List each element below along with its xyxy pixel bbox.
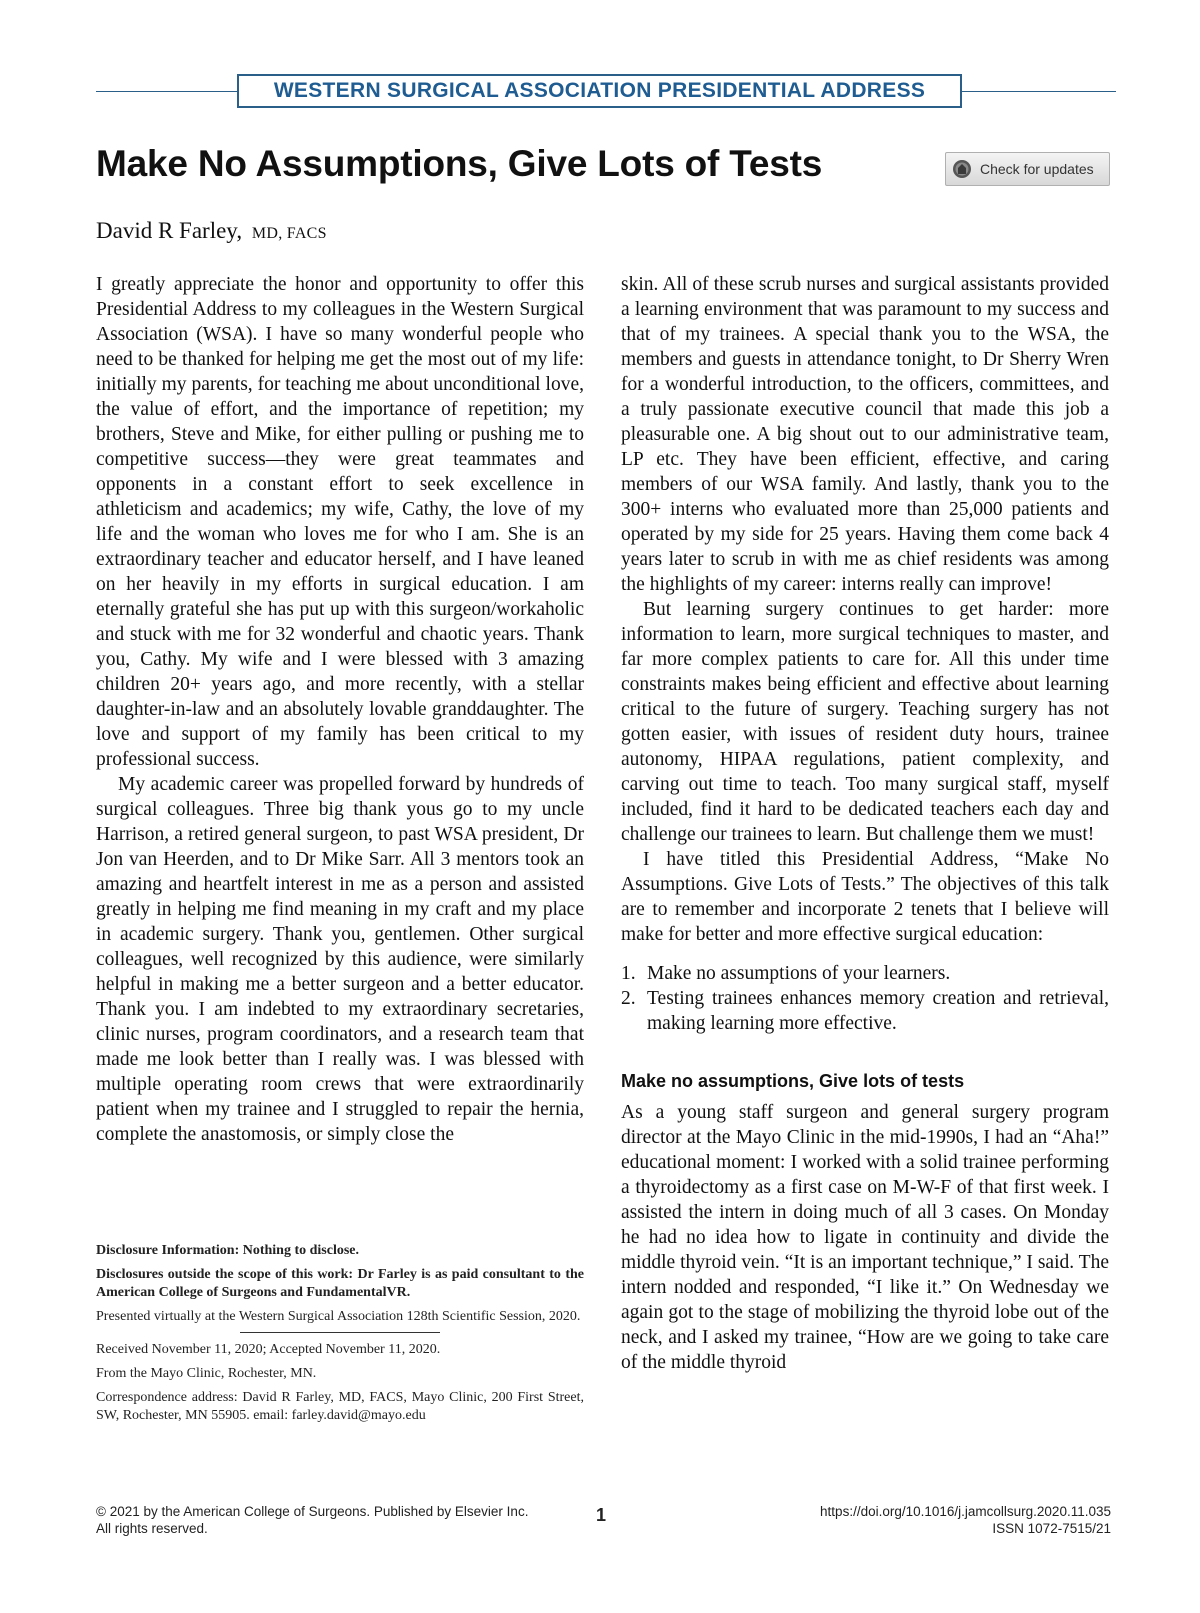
body-paragraph: My academic career was propelled forward by hundreds of surgical colleagues. Three big thank yous go to my uncle Harrison, a retired general surgeon, to past WSA president, Dr Jon van Heerden, and to Dr Mike Sarr. All 3 mentors took an amazing and heartfelt interest in me as a person and assisted greatly in helping me find meaning in my craft and my place in academic surgery. Thank you, gentlemen. Other surgical colleagues, well recognized by this audience, were similarly helpful in making me a better surgeon and a better educator. Thank you. I am indebted to my extraordinary secretaries, clinic nurses, program coordinators, and a research team that made me look better than I really was. I was blessed with multiple operating room crews that were extraordinarily patient when my trainee and I struggled to repair the hernia, complete the anastomosis, or simply close the xyxy=(96,774,584,1145)
disclosure-note: Disclosure Information: Nothing to disclose. xyxy=(96,1243,360,1258)
author-credentials: MD, FACS xyxy=(251,225,327,242)
section-banner xyxy=(96,74,1116,110)
author-line xyxy=(96,218,327,244)
doi-link[interactable]: https://doi.org/10.1016/j.jamcollsurg.2020.11.035 xyxy=(820,1504,1111,1519)
list-item xyxy=(621,986,1109,1036)
list-item-number: 1. xyxy=(621,963,636,984)
footer-right xyxy=(820,1503,1111,1537)
body-paragraph: skin. All of these scrub nurses and surgical assistants provided a learning environment that was paramount to my success and that of my trainees. A special thank you to the WSA, the members and guests in attendance tonight, to Dr Sherry Wren for a wonderful introduction, to the officers, committees, and a truly passionate executive council that made this job a pleasurable one. A big shout out to our administrative team, LP etc. They have been efficient, effective, and caring members of our WSA family. And lastly, thank you to the 300+ interns who evaluated more than 25,000 patients and operated by my side for 25 years. Having them come back 4 years later to scrub in with me as chief residents was among the highlights of my career: interns really can improve! xyxy=(621,274,1109,595)
article-notes xyxy=(96,1242,584,1431)
section-heading: Make no assumptions, Give lots of tests xyxy=(621,1071,965,1091)
left-column xyxy=(96,272,584,1147)
body-paragraph: As a young staff surgeon and general surgery program director at the Mayo Clinic in the mid-1990s, I had an “Aha!” educational moment: I worked with a solid trainee performing a thyroidectomy as a first case on M-W-F of that first week. I assisted the intern in doing much of all 3 cases. On Monday he had no idea how to ligate in continuity and divide the middle thyroid vein. “It is an important technique,” I said. The intern nodded and responded, “I like it.” On Wednesday we again got to the stage of mobilizing the thyroid lobe out of the neck, and I asked my trainee, “How are we going to take care of the middle thyroid xyxy=(621,1102,1109,1373)
right-column xyxy=(621,272,1109,1375)
list-item-number: 2. xyxy=(621,988,636,1009)
received-note: Received November 11, 2020; Accepted November 11, 2020. xyxy=(96,1342,441,1357)
presented-note: Presented virtually at the Western Surgical Association 128th Scientific Session, 2020. xyxy=(96,1309,581,1324)
notes-divider xyxy=(240,1332,440,1333)
objectives-list xyxy=(621,961,1109,1036)
body-paragraph: I greatly appreciate the honor and opportunity to offer this Presidential Address to my colleagues in the Western Surgical Association (WSA). I have so many wonderful people who need to be thanked for helping me get the most out of my life: initially my parents, for teaching me about unconditional love, the value of effort, and the importance of repetition; my brothers, Steve and Mike, for either pulling or pushing me to competitive success—they were great teammates and opponents in a constant effort to seek excellence in athleticism and academics; my wife, Cathy, the love of my life and the woman who loves me for who I am. She is an extraordinary teacher and educator herself, and I have leaned on her heavily in my efforts in surgical education. I am eternally grateful she has put up with this surgeon/workaholic and stuck with me for 32 wonderful and chaotic years. Thank you, Cathy. My wife and I were blessed with 3 amazing children 20+ years ago, and more recently, with a stellar daughter-in-law and an absolutely lovable granddaughter. The love and support of my family has been critical to my professional success. xyxy=(96,274,584,770)
disclosure-outside-note: Disclosures outside the scope of this work: Dr Farley is as paid consultant to the American College of Surgeons and FundamentalVR. xyxy=(96,1267,584,1300)
check-for-updates-button[interactable] xyxy=(945,152,1110,186)
affiliation-note: From the Mayo Clinic, Rochester, MN. xyxy=(96,1366,317,1381)
author-name: David R Farley, xyxy=(96,218,243,243)
crossmark-icon xyxy=(952,159,972,179)
article-title: Make No Assumptions, Give Lots of Tests xyxy=(96,143,823,184)
body-paragraph: But learning surgery continues to get harder: more information to learn, more surgical techniques to master, and far more complex patients to care for. All this under time constraints makes being efficient and effective about learning critical to the future of surgery. Teaching surgery has not gotten easier, with issues of resident duty hours, trainee autonomy, HIPAA regulations, patient complexity, and carving out time to teach. Too many surgical staff, myself included, find it hard to be dedicated teachers each day and challenge our trainees to learn. But challenge them we must! xyxy=(621,599,1109,845)
issn-text: ISSN 1072-7515/21 xyxy=(992,1521,1111,1536)
list-item-text: Make no assumptions of your learners. xyxy=(647,963,951,984)
copyright-text: © 2021 by the American College of Surgeons. Published by Elsevier Inc. xyxy=(96,1504,529,1519)
section-banner-label: WESTERN SURGICAL ASSOCIATION PRESIDENTIAL ADDRESS xyxy=(237,74,962,108)
rights-text: All rights reserved. xyxy=(96,1521,208,1536)
page-number: 1 xyxy=(596,1505,607,1525)
body-paragraph: I have titled this Presidential Address, “Make No Assumptions. Give Lots of Tests.” The objectives of this talk are to remember and incorporate 2 tenets that I believe will make for better and more effective surgical education: xyxy=(621,849,1109,945)
footer-left xyxy=(96,1503,528,1537)
check-for-updates-label: Check for updates xyxy=(980,161,1094,177)
correspondence-note: Correspondence address: David R Farley, MD, FACS, Mayo Clinic, 200 First Street, SW, Rochester, MN 55905. email: farley.david@mayo.edu xyxy=(96,1390,584,1423)
list-item xyxy=(621,961,1109,986)
list-item-text: Testing trainees enhances memory creation and retrieval, making learning more effective. xyxy=(647,988,1109,1034)
